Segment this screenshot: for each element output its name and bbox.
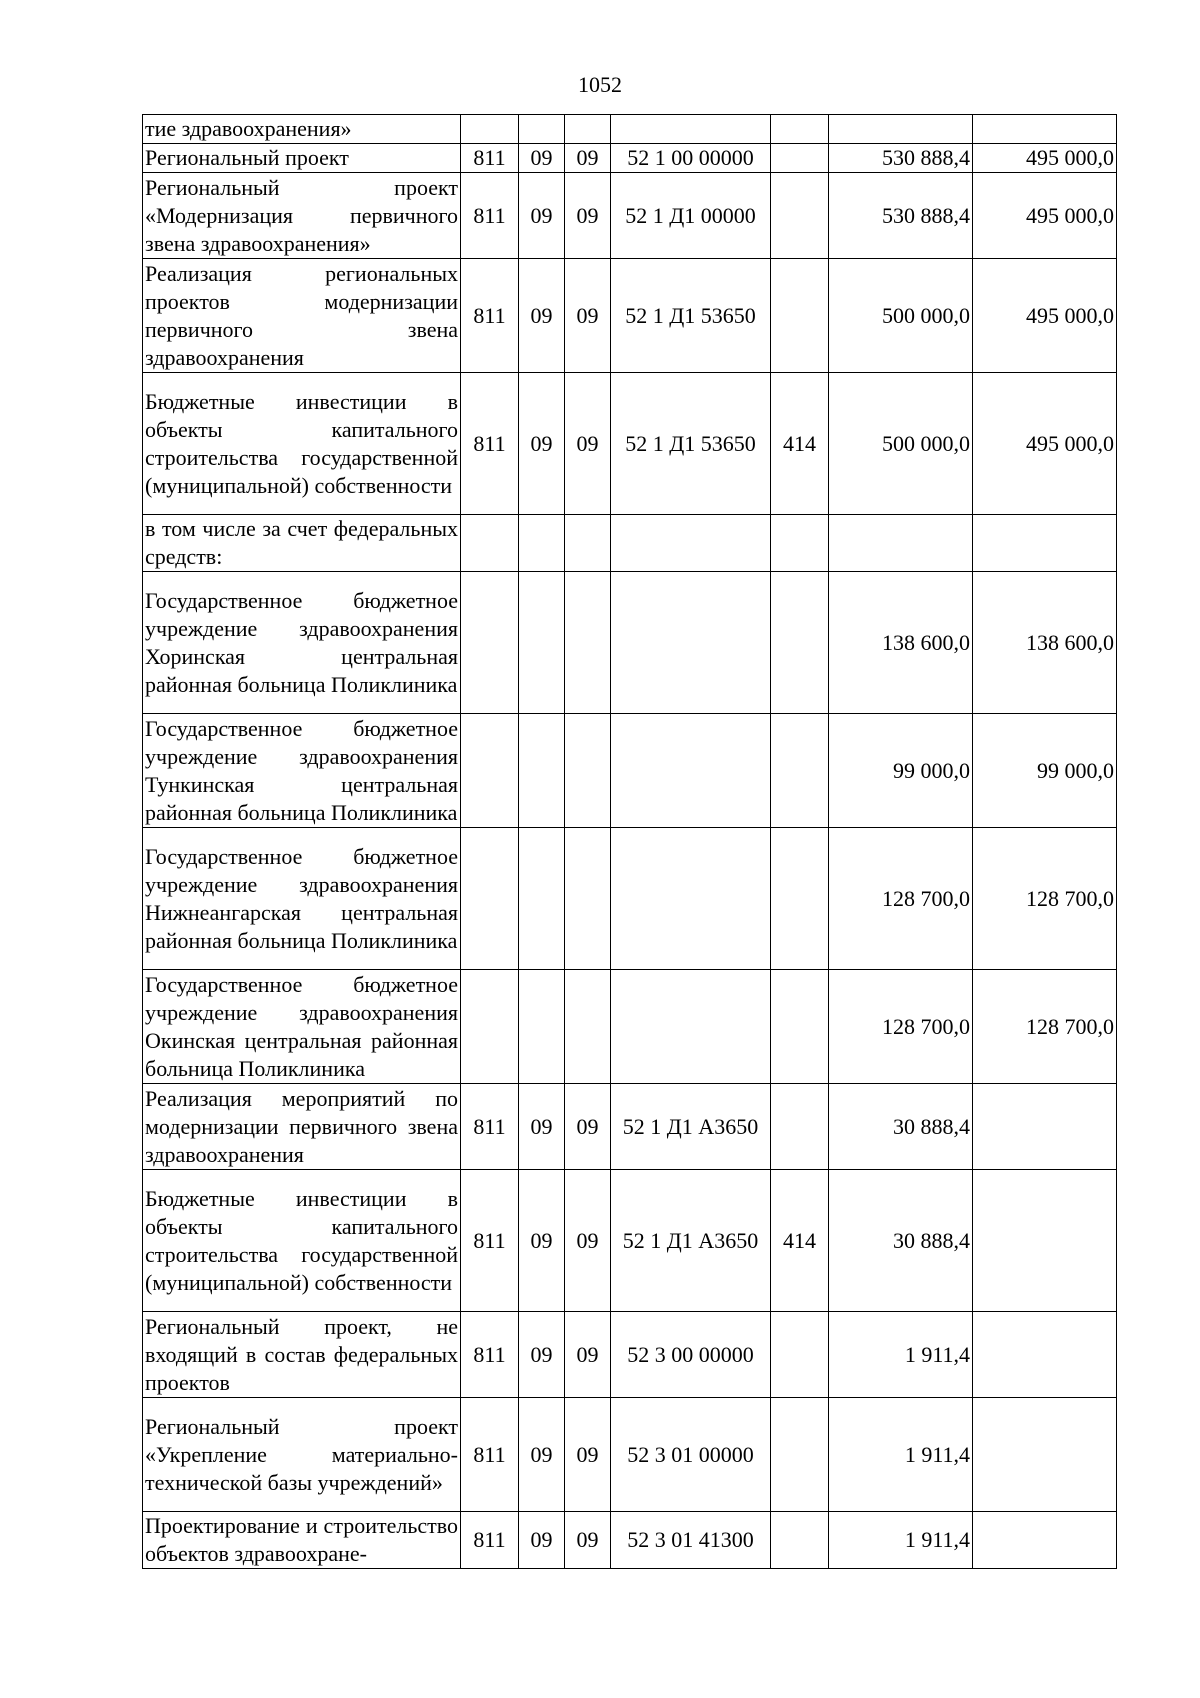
table-row bbox=[143, 714, 1117, 828]
table-row bbox=[143, 1084, 1117, 1170]
section-code: 09 bbox=[519, 1084, 565, 1170]
table-row bbox=[143, 373, 1117, 515]
subsection-code: 09 bbox=[565, 1170, 611, 1312]
table-row bbox=[143, 144, 1117, 173]
subsection-code: 09 bbox=[565, 259, 611, 373]
section-code: 09 bbox=[519, 1398, 565, 1512]
expense-type-code bbox=[771, 714, 829, 828]
amount-1 bbox=[829, 115, 973, 144]
row-name: Бюджетные инвестиции в объекты капитального строительства государственной (муниципальной) собственности bbox=[143, 373, 461, 515]
expense-type-code bbox=[771, 1312, 829, 1398]
ministry-code: 811 bbox=[461, 373, 519, 515]
target-code bbox=[611, 714, 771, 828]
amount-2: 138 600,0 bbox=[973, 572, 1117, 714]
amount-1 bbox=[829, 515, 973, 572]
expense-type-code bbox=[771, 1084, 829, 1170]
target-code: 52 1 Д1 А3650 bbox=[611, 1084, 771, 1170]
section-code bbox=[519, 714, 565, 828]
amount-2 bbox=[973, 1512, 1117, 1569]
target-code: 52 1 Д1 А3650 bbox=[611, 1170, 771, 1312]
target-code: 52 3 01 00000 bbox=[611, 1398, 771, 1512]
expense-type-code bbox=[771, 259, 829, 373]
section-code: 09 bbox=[519, 259, 565, 373]
subsection-code: 09 bbox=[565, 1312, 611, 1398]
section-code bbox=[519, 572, 565, 714]
table-row bbox=[143, 115, 1117, 144]
expense-type-code bbox=[771, 828, 829, 970]
table-row bbox=[143, 1512, 1117, 1569]
section-code: 09 bbox=[519, 1312, 565, 1398]
expense-type-code: 414 bbox=[771, 1170, 829, 1312]
amount-1: 500 000,0 bbox=[829, 373, 973, 515]
amount-2: 495 000,0 bbox=[973, 144, 1117, 173]
amount-1: 30 888,4 bbox=[829, 1084, 973, 1170]
expense-type-code: 414 bbox=[771, 373, 829, 515]
row-name: Региональный проект «Модернизация первичного звена здравоохранения» bbox=[143, 173, 461, 259]
row-name: в том числе за счет федеральных средств: bbox=[143, 515, 461, 572]
expense-type-code bbox=[771, 144, 829, 173]
amount-2: 495 000,0 bbox=[973, 373, 1117, 515]
table-row bbox=[143, 515, 1117, 572]
target-code: 52 3 00 00000 bbox=[611, 1312, 771, 1398]
amount-2 bbox=[973, 115, 1117, 144]
section-code: 09 bbox=[519, 144, 565, 173]
ministry-code bbox=[461, 115, 519, 144]
target-code bbox=[611, 115, 771, 144]
amount-2 bbox=[973, 1398, 1117, 1512]
subsection-code bbox=[565, 828, 611, 970]
amount-2 bbox=[973, 1312, 1117, 1398]
target-code: 52 1 Д1 00000 bbox=[611, 173, 771, 259]
row-name: Государственное бюджетное учреждение здравоохранения Хоринская центральная районная больница Поликлиника bbox=[143, 572, 461, 714]
subsection-code: 09 bbox=[565, 144, 611, 173]
section-code bbox=[519, 515, 565, 572]
budget-table bbox=[142, 114, 1117, 1569]
section-code: 09 bbox=[519, 173, 565, 259]
expense-type-code bbox=[771, 515, 829, 572]
table-row bbox=[143, 1398, 1117, 1512]
amount-2: 495 000,0 bbox=[973, 173, 1117, 259]
expense-type-code bbox=[771, 970, 829, 1084]
amount-1: 1 911,4 bbox=[829, 1398, 973, 1512]
section-code bbox=[519, 970, 565, 1084]
ministry-code: 811 bbox=[461, 173, 519, 259]
amount-2: 128 700,0 bbox=[973, 970, 1117, 1084]
subsection-code: 09 bbox=[565, 173, 611, 259]
amount-1: 128 700,0 bbox=[829, 970, 973, 1084]
target-code: 52 1 Д1 53650 bbox=[611, 259, 771, 373]
ministry-code: 811 bbox=[461, 259, 519, 373]
row-name: Проектирование и строительство объектов здравоохране- bbox=[143, 1512, 461, 1569]
ministry-code bbox=[461, 515, 519, 572]
amount-2 bbox=[973, 1084, 1117, 1170]
amount-1: 1 911,4 bbox=[829, 1312, 973, 1398]
amount-1: 30 888,4 bbox=[829, 1170, 973, 1312]
amount-1: 99 000,0 bbox=[829, 714, 973, 828]
row-name: Реализация мероприятий по модернизации первичного звена здравоохранения bbox=[143, 1084, 461, 1170]
ministry-code: 811 bbox=[461, 1084, 519, 1170]
expense-type-code bbox=[771, 1512, 829, 1569]
row-name: Государственное бюджетное учреждение здравоохранения Окинская центральная районная больница Поликлиника bbox=[143, 970, 461, 1084]
section-code: 09 bbox=[519, 373, 565, 515]
amount-2: 99 000,0 bbox=[973, 714, 1117, 828]
amount-1: 530 888,4 bbox=[829, 173, 973, 259]
ministry-code: 811 bbox=[461, 1312, 519, 1398]
amount-2: 495 000,0 bbox=[973, 259, 1117, 373]
row-name: Региональный проект «Укрепление материально-технической базы учреждений» bbox=[143, 1398, 461, 1512]
table-row bbox=[143, 1312, 1117, 1398]
target-code bbox=[611, 828, 771, 970]
row-name: Региональный проект bbox=[143, 144, 461, 173]
section-code: 09 bbox=[519, 1512, 565, 1569]
subsection-code: 09 bbox=[565, 373, 611, 515]
subsection-code bbox=[565, 115, 611, 144]
table-row bbox=[143, 173, 1117, 259]
subsection-code: 09 bbox=[565, 1084, 611, 1170]
subsection-code bbox=[565, 714, 611, 828]
expense-type-code bbox=[771, 115, 829, 144]
expense-type-code bbox=[771, 173, 829, 259]
expense-type-code bbox=[771, 1398, 829, 1512]
section-code: 09 bbox=[519, 1170, 565, 1312]
section-code bbox=[519, 828, 565, 970]
row-name: тие здравоохранения» bbox=[143, 115, 461, 144]
amount-1: 138 600,0 bbox=[829, 572, 973, 714]
ministry-code: 811 bbox=[461, 1170, 519, 1312]
target-code: 52 1 00 00000 bbox=[611, 144, 771, 173]
ministry-code: 811 bbox=[461, 144, 519, 173]
target-code: 52 3 01 41300 bbox=[611, 1512, 771, 1569]
table-row bbox=[143, 970, 1117, 1084]
amount-1: 1 911,4 bbox=[829, 1512, 973, 1569]
subsection-code bbox=[565, 970, 611, 1084]
target-code: 52 1 Д1 53650 bbox=[611, 373, 771, 515]
row-name: Государственное бюджетное учреждение здравоохранения Нижнеангарская центральная районная больница Поликлиника bbox=[143, 828, 461, 970]
section-code bbox=[519, 115, 565, 144]
ministry-code bbox=[461, 714, 519, 828]
subsection-code bbox=[565, 515, 611, 572]
page-number: 1052 bbox=[578, 72, 622, 97]
ministry-code bbox=[461, 572, 519, 714]
expense-type-code bbox=[771, 572, 829, 714]
row-name: Региональный проект, не входящий в состав федеральных проектов bbox=[143, 1312, 461, 1398]
table-row bbox=[143, 828, 1117, 970]
subsection-code bbox=[565, 572, 611, 714]
subsection-code: 09 bbox=[565, 1512, 611, 1569]
row-name: Бюджетные инвестиции в объекты капитального строительства государственной (муниципальной) собственности bbox=[143, 1170, 461, 1312]
ministry-code: 811 bbox=[461, 1398, 519, 1512]
table-row bbox=[143, 259, 1117, 373]
amount-1: 128 700,0 bbox=[829, 828, 973, 970]
ministry-code: 811 bbox=[461, 1512, 519, 1569]
target-code bbox=[611, 572, 771, 714]
amount-2: 128 700,0 bbox=[973, 828, 1117, 970]
amount-2 bbox=[973, 515, 1117, 572]
amount-2 bbox=[973, 1170, 1117, 1312]
table-row bbox=[143, 572, 1117, 714]
table-row bbox=[143, 1170, 1117, 1312]
target-code bbox=[611, 970, 771, 1084]
amount-1: 530 888,4 bbox=[829, 144, 973, 173]
row-name: Реализация региональных проектов модернизации первичного звена здравоохранения bbox=[143, 259, 461, 373]
ministry-code bbox=[461, 828, 519, 970]
target-code bbox=[611, 515, 771, 572]
ministry-code bbox=[461, 970, 519, 1084]
amount-1: 500 000,0 bbox=[829, 259, 973, 373]
row-name: Государственное бюджетное учреждение здравоохранения Тункинская центральная районная больница Поликлиника bbox=[143, 714, 461, 828]
subsection-code: 09 bbox=[565, 1398, 611, 1512]
